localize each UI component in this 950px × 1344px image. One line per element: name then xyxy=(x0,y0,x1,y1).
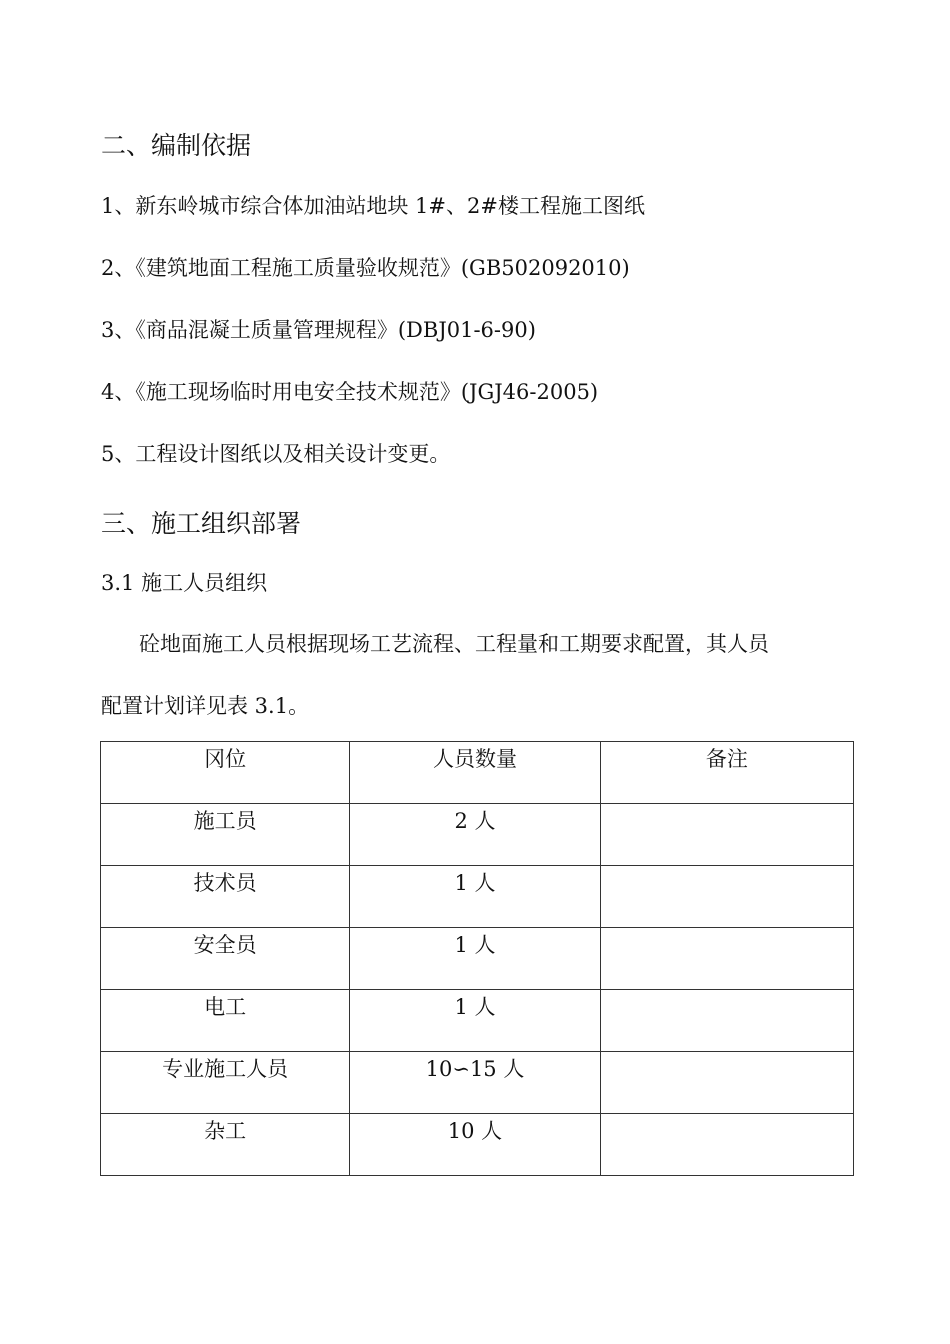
header-cell-remarks xyxy=(600,742,853,804)
paragraph-line-1: 砼地面施工人员根据现场工艺流程、工程量和工期要求配置，其人员 xyxy=(139,632,769,656)
table-cell xyxy=(101,804,350,866)
cell-text: 专业施工人员 xyxy=(162,1057,289,1081)
section-3-heading: 三、施工组织部署 xyxy=(101,509,302,538)
cell-text xyxy=(601,804,853,811)
header-cell-count xyxy=(350,742,600,804)
table-cell xyxy=(600,928,853,990)
table-cell xyxy=(350,990,600,1052)
table-header-row xyxy=(101,742,854,804)
table-cell xyxy=(350,804,600,866)
cell-text: 杂工 xyxy=(204,1119,247,1143)
table-cell xyxy=(350,928,600,990)
cell-text xyxy=(601,1114,853,1121)
table-cell xyxy=(600,990,853,1052)
header-label: 冈位 xyxy=(204,747,247,771)
cell-text xyxy=(601,928,853,935)
section-2-heading: 二、编制依据 xyxy=(101,131,252,160)
cell-text: 10 人 xyxy=(447,1119,503,1143)
header-label: 人员数量 xyxy=(432,747,517,771)
table-row xyxy=(101,928,854,990)
basis-item-4: 4、《施工现场临时用电安全技术规范》(JGJ46-2005) xyxy=(101,380,599,404)
table-row xyxy=(101,804,854,866)
paragraph-line-2: 配置计划详见表 3.1。 xyxy=(101,694,310,718)
cell-text: 安全员 xyxy=(193,933,257,957)
subsection-3-1-heading: 3.1 施工人员组织 xyxy=(101,571,268,595)
table-row xyxy=(101,866,854,928)
table-cell xyxy=(600,866,853,928)
cell-text: 施工员 xyxy=(193,809,257,833)
header-label: 备注 xyxy=(705,747,748,771)
cell-text: 1 人 xyxy=(454,871,496,895)
cell-text: 10∽15 人 xyxy=(425,1057,525,1081)
table-cell xyxy=(101,928,350,990)
table-row xyxy=(101,990,854,1052)
table-cell xyxy=(350,1114,600,1176)
cell-text: 1 人 xyxy=(454,995,496,1019)
staffing-table xyxy=(100,741,854,1176)
header-cell-position xyxy=(101,742,350,804)
table-cell xyxy=(350,866,600,928)
table-cell xyxy=(600,804,853,866)
table-row xyxy=(101,1114,854,1176)
basis-item-3: 3、《商品混凝土质量管理规程》(DBJ01-6-90) xyxy=(101,318,536,342)
cell-text: 1 人 xyxy=(454,933,496,957)
table-cell xyxy=(600,1114,853,1176)
table-cell xyxy=(350,1052,600,1114)
basis-item-1: 1、新东岭城市综合体加油站地块 1#、2#楼工程施工图纸 xyxy=(101,194,645,218)
cell-text: 电工 xyxy=(204,995,247,1019)
table-cell xyxy=(101,1114,350,1176)
cell-text: 2 人 xyxy=(454,809,496,833)
table-cell xyxy=(101,1052,350,1114)
cell-text xyxy=(601,1052,853,1059)
cell-text xyxy=(601,990,853,997)
table-row xyxy=(101,1052,854,1114)
basis-item-5: 5、工程设计图纸以及相关设计变更。 xyxy=(101,442,451,466)
table-cell xyxy=(600,1052,853,1114)
table-cell xyxy=(101,990,350,1052)
cell-text: 技术员 xyxy=(193,871,257,895)
table-cell xyxy=(101,866,350,928)
cell-text xyxy=(601,866,853,873)
basis-item-2: 2、《建筑地面工程施工质量验收规范》(GB502092010) xyxy=(101,256,630,280)
